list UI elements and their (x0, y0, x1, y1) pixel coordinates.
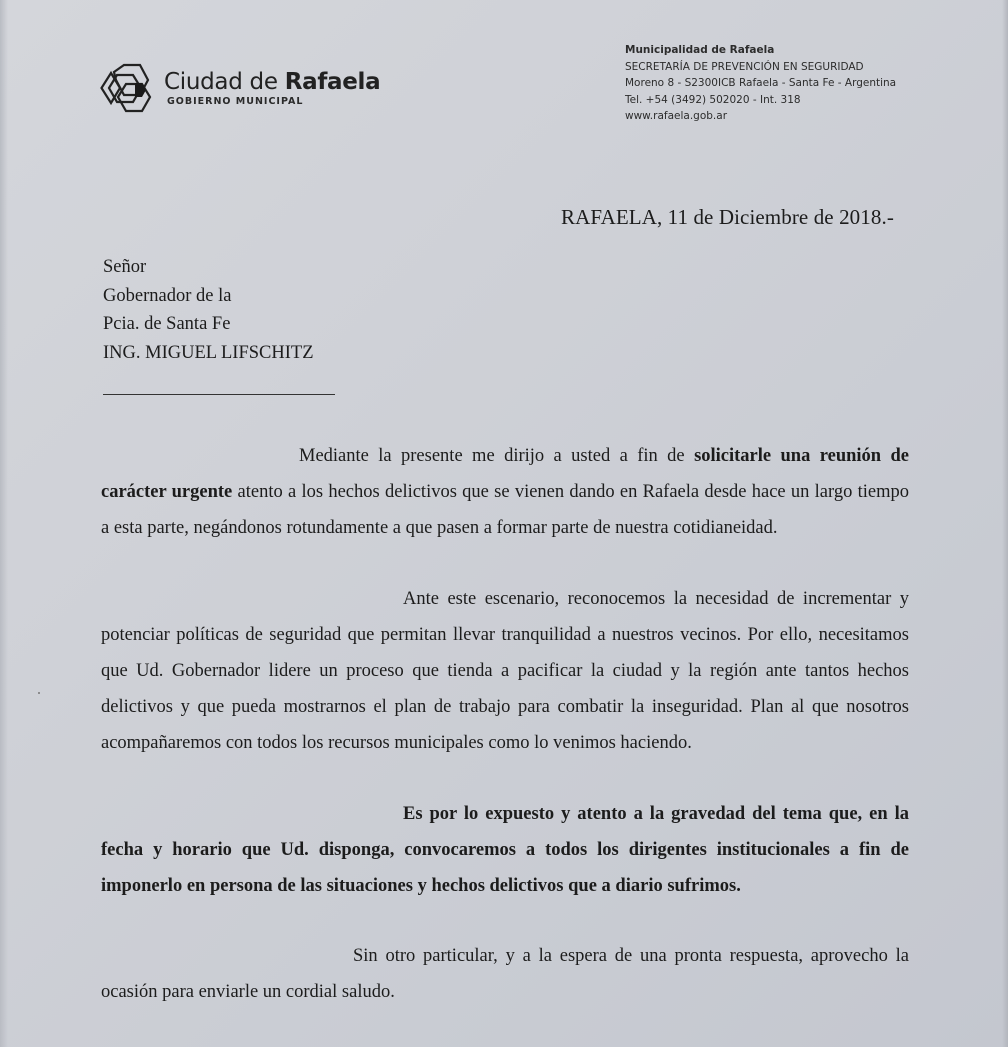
city-logo (100, 62, 380, 114)
website: www.rafaela.gob.ar (625, 110, 728, 122)
city-name-regular: Ciudad de (164, 69, 285, 95)
phone: Tel. +54 (3492) 502020 - Int. 318 (625, 93, 801, 106)
logo-subtitle: GOBIERNO MUNICIPAL (167, 96, 304, 107)
organization-name: Municipalidad de Rafaela (625, 44, 775, 56)
page-edge-left (0, 0, 8, 1047)
recipient-line: Gobernador de la (103, 285, 232, 306)
paragraph-text: atento a los hechos delictivos que se vienen dando en Rafaela desde hace un largo tiempo a esta parte, negándonos rotundamente a que pasen a formar parte de nuestra cotidianeidad. (101, 482, 909, 538)
recipient-line: Pcia. de Santa Fe (103, 314, 231, 334)
paragraph-text: Sin otro particular, y a la espera de una pronta respuesta, aprovecho la ocasión para enviarle un cordial saludo. (101, 946, 909, 1002)
logo-text (164, 70, 380, 107)
recipient-underline (103, 394, 335, 395)
paragraph-bold-text: Es por lo expuesto y atento a la gravedad del tema que, en la fecha y horario que Ud. disponga, convocaremos a todos los dirigentes institucionales a fin de imponerlo en persona de las situaciones y hechos delictivos que a diario sufrimos. (101, 804, 909, 896)
page-edge-right (1002, 0, 1008, 1047)
paragraph-bold-text: solicitarle una reunión de carácter urgente (101, 446, 909, 502)
paragraph-scenario (101, 581, 909, 761)
hexagon-logo-icon (100, 62, 154, 114)
address: Moreno 8 - S2300ICB Rafaela - Santa Fe - Argentina (625, 77, 897, 89)
paragraph-closing (101, 938, 909, 1010)
letterhead-contact (625, 42, 896, 125)
recipient-line: Señor (103, 257, 147, 277)
recipient-block (103, 253, 314, 367)
paragraph-convocation (101, 796, 909, 904)
paper-speck (38, 692, 40, 694)
paragraph-text: Mediante la presente me dirijo a usted a fin de (299, 446, 695, 466)
paragraph-request (101, 438, 909, 546)
paragraph-text: Ante este escenario, reconocemos la necesidad de incrementar y potenciar políticas de seguridad que permitan llevar tranquilidad a nuestros vecinos. Por ello, necesitamos que Ud. Gobernador lidere un proceso que tienda a pacificar la ciudad y la región ante tantos hechos delictivos y que pueda mostrarnos el plan de trabajo para combatir la inseguridad. Plan al que nosotros acompañaremos con todos los recursos municipales como lo venimos haciendo. (101, 589, 909, 753)
date-line: RAFAELA, 11 de Diciembre de 2018.- (561, 205, 894, 229)
city-name (164, 70, 380, 94)
recipient-line: ING. MIGUEL LIFSCHITZ (103, 342, 314, 363)
department-name: SECRETARÍA DE PREVENCIÓN EN SEGURIDAD (625, 60, 864, 73)
city-name-bold: Rafaela (284, 69, 381, 95)
